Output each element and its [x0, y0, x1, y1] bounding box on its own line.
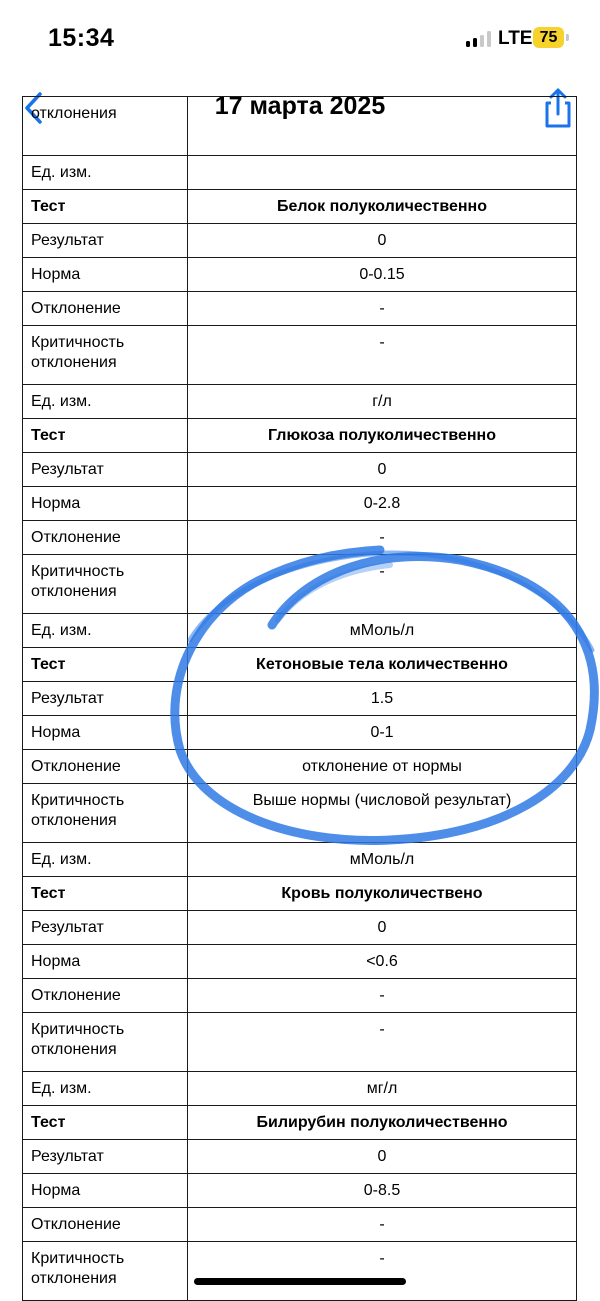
row-label: Результат: [23, 1140, 188, 1174]
row-label: Тест: [23, 1106, 188, 1140]
row-label: Тест: [23, 419, 188, 453]
row-value: мМоль/л: [188, 614, 577, 648]
row-label: Критичность отклонения: [23, 326, 188, 385]
row-value: Билирубин полуколичественно: [188, 1106, 577, 1140]
row-label: Норма: [23, 487, 188, 521]
row-label: Отклонение: [23, 292, 188, 326]
table-row: [23, 224, 577, 258]
battery-icon: 75: [533, 27, 564, 48]
test-header-row: [23, 1106, 577, 1140]
row-label: Тест: [23, 648, 188, 682]
row-value: -: [188, 1208, 577, 1242]
row-value: мг/л: [188, 1072, 577, 1106]
row-value: <0.6: [188, 945, 577, 979]
row-value: 0-2.8: [188, 487, 577, 521]
row-value: 0-8.5: [188, 1174, 577, 1208]
row-label: отклонения: [23, 97, 188, 156]
row-value: Кетоновые тела количественно: [188, 648, 577, 682]
table-row: [23, 292, 577, 326]
row-value: 0-0.15: [188, 258, 577, 292]
row-value: Кровь полуколичествено: [188, 877, 577, 911]
table-row: [23, 784, 577, 843]
table-row: [23, 682, 577, 716]
row-label: Тест: [23, 190, 188, 224]
status-bar: [0, 0, 600, 80]
row-value: -: [188, 555, 577, 614]
test-header-row: [23, 877, 577, 911]
home-indicator[interactable]: [194, 1278, 406, 1285]
row-label: Результат: [23, 224, 188, 258]
row-value: мМоль/л: [188, 843, 577, 877]
row-value: [188, 97, 577, 156]
table-row: [23, 453, 577, 487]
table-row: [23, 385, 577, 419]
row-value: 0-1: [188, 716, 577, 750]
table-row: [23, 945, 577, 979]
row-value: отклонение от нормы: [188, 750, 577, 784]
row-label: Норма: [23, 1174, 188, 1208]
row-value: Выше нормы (числовой результат): [188, 784, 577, 843]
network-type: LTE: [498, 28, 533, 49]
table-row: [23, 614, 577, 648]
row-label: Норма: [23, 716, 188, 750]
row-value: 1.5: [188, 682, 577, 716]
table-row: [23, 716, 577, 750]
row-label: Ед. изм.: [23, 1072, 188, 1106]
row-label: Критичность отклонения: [23, 1242, 188, 1301]
row-value: -: [188, 1013, 577, 1072]
row-value: г/л: [188, 385, 577, 419]
battery-tip: [566, 34, 569, 41]
test-header-row: [23, 648, 577, 682]
row-value: -: [188, 1242, 577, 1301]
results-table: [22, 96, 577, 1301]
row-value: 0: [188, 453, 577, 487]
row-label: Результат: [23, 911, 188, 945]
row-label: Ед. изм.: [23, 843, 188, 877]
row-label: Отклонение: [23, 1208, 188, 1242]
row-value: Глюкоза полуколичественно: [188, 419, 577, 453]
table-row: [23, 1072, 577, 1106]
table-row: [23, 911, 577, 945]
table-row: [23, 1242, 577, 1301]
table-row: [23, 487, 577, 521]
table-row: [23, 750, 577, 784]
table-row: [23, 1140, 577, 1174]
row-label: Норма: [23, 258, 188, 292]
row-label: Отклонение: [23, 521, 188, 555]
row-label: Результат: [23, 453, 188, 487]
test-header-row: [23, 190, 577, 224]
row-label: Критичность отклонения: [23, 784, 188, 843]
table-row: [23, 555, 577, 614]
row-label: Ед. изм.: [23, 385, 188, 419]
row-value: [188, 156, 577, 190]
table-row: [23, 843, 577, 877]
test-header-row: [23, 419, 577, 453]
row-label: Отклонение: [23, 750, 188, 784]
table-row: [23, 979, 577, 1013]
row-label: Результат: [23, 682, 188, 716]
row-value: 0: [188, 224, 577, 258]
row-value: -: [188, 521, 577, 555]
table-row: [23, 258, 577, 292]
table-row: [23, 156, 577, 190]
status-time: 15:34: [48, 24, 115, 52]
table-row: [23, 97, 577, 156]
cellular-signal-icon: [466, 31, 492, 47]
table-row: [23, 1013, 577, 1072]
table-row: [23, 521, 577, 555]
row-value: 0: [188, 911, 577, 945]
row-value: -: [188, 979, 577, 1013]
table-row: [23, 326, 577, 385]
row-label: Норма: [23, 945, 188, 979]
row-value: -: [188, 292, 577, 326]
row-value: Белок полуколичественно: [188, 190, 577, 224]
page-title: 17 марта 2025: [214, 92, 386, 120]
table-row: [23, 1208, 577, 1242]
row-label: Критичность отклонения: [23, 1013, 188, 1072]
row-value: -: [188, 326, 577, 385]
row-label: Ед. изм.: [23, 156, 188, 190]
row-label: Критичность отклонения: [23, 555, 188, 614]
row-value: 0: [188, 1140, 577, 1174]
row-label: Ед. изм.: [23, 614, 188, 648]
table-row: [23, 1174, 577, 1208]
row-label: Отклонение: [23, 979, 188, 1013]
row-label: Тест: [23, 877, 188, 911]
